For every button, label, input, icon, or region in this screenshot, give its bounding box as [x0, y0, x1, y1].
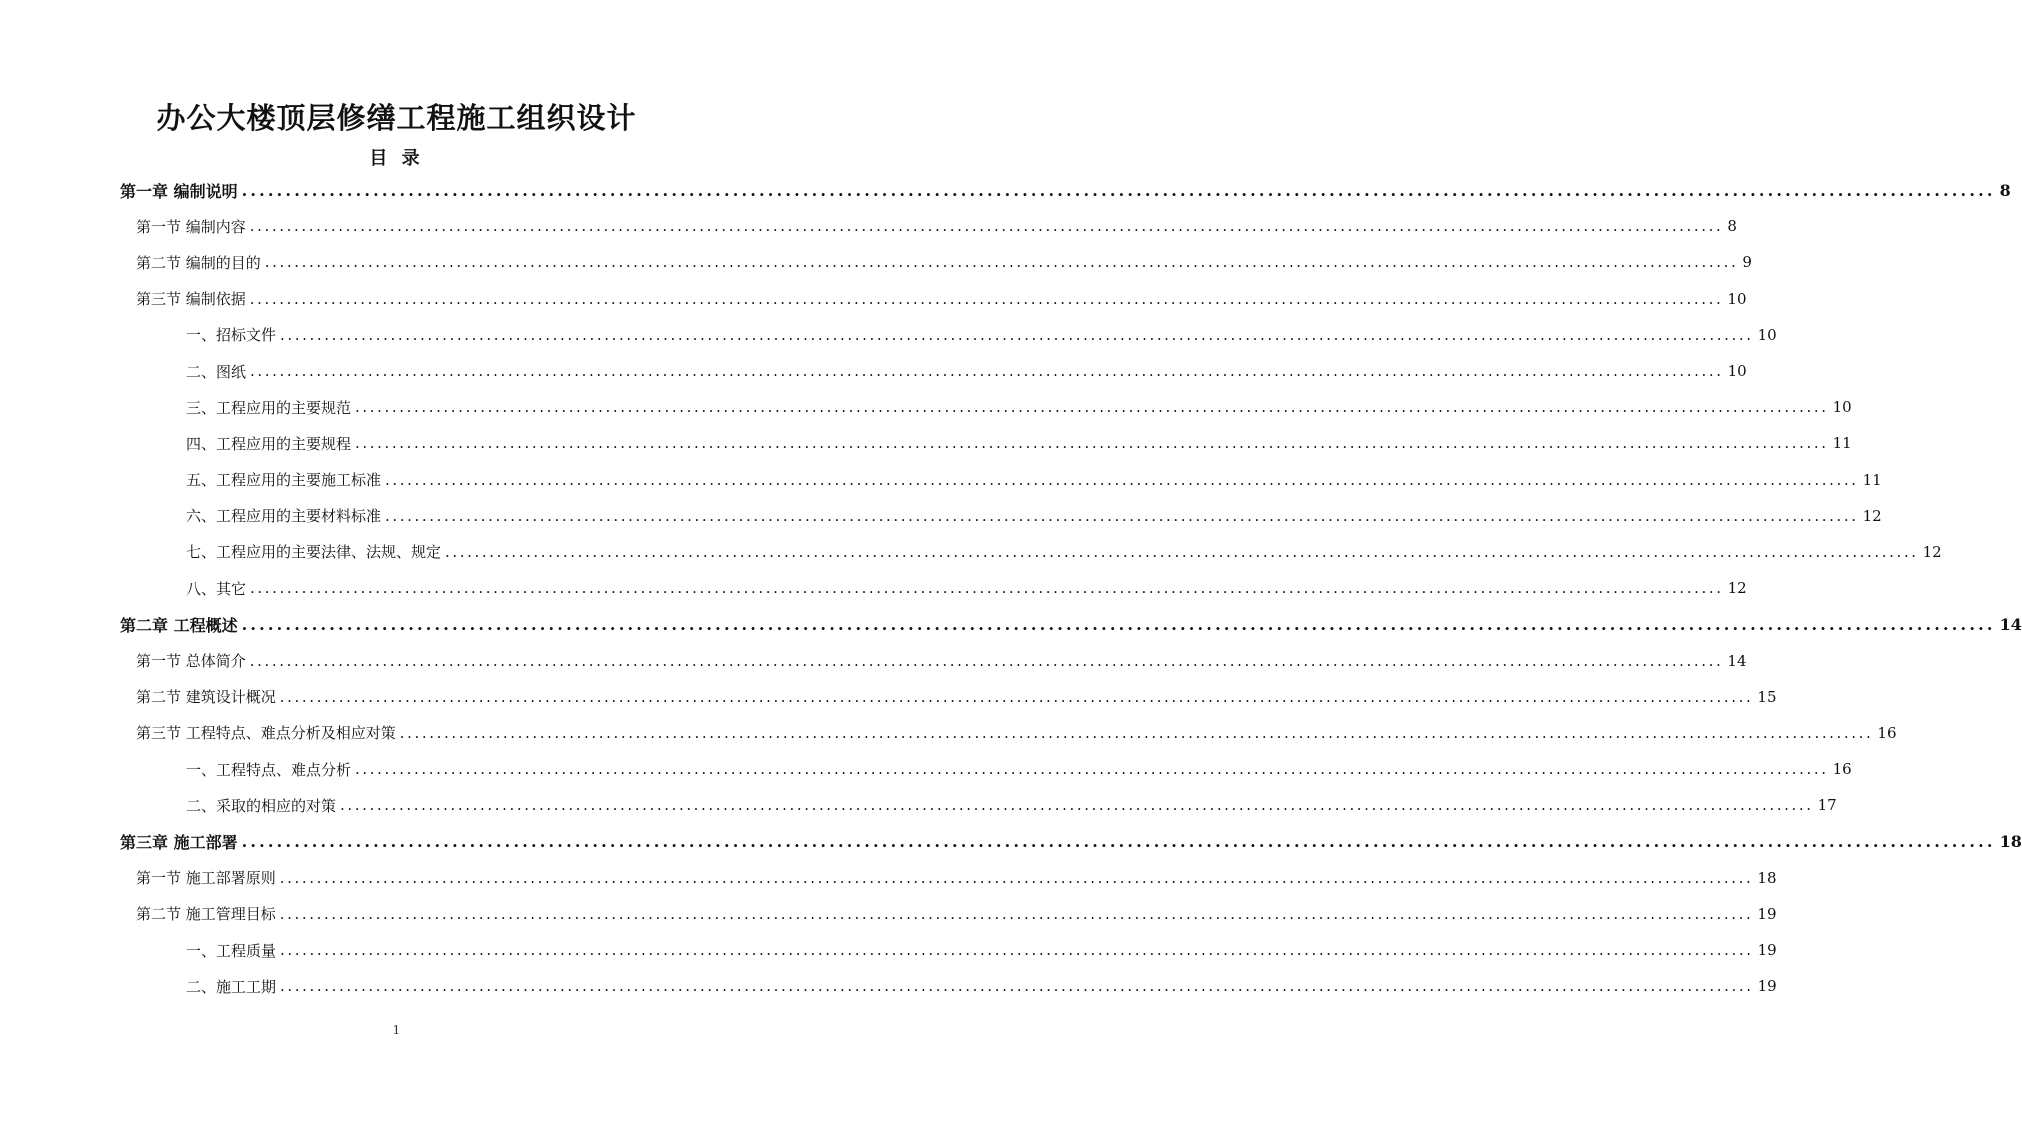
- toc-entry-label: 八、其它: [186, 579, 247, 598]
- toc-entry-label: 七、工程应用的主要法律、法规、规定: [186, 543, 442, 562]
- toc-entry-label: 五、工程应用的主要施工标准: [186, 471, 382, 490]
- toc-entry-label: 一、招标文件: [186, 326, 277, 345]
- toc-entry-label: 第一节 总体简介: [136, 652, 246, 671]
- toc-entry-label: 一、工程特点、难点分析: [186, 760, 352, 779]
- toc-leader: ........................................................................................................................................................................................................: [249, 217, 1724, 236]
- toc-entry-label: 四、工程应用的主要规程: [186, 434, 352, 453]
- toc-entry[interactable]: [0, 389, 1852, 425]
- toc-page-number: 16: [1877, 723, 1897, 742]
- toc-page-number: 11: [1862, 470, 1882, 489]
- toc-page-number: 19: [1757, 941, 1777, 960]
- toc-page-number: 18: [1999, 831, 2022, 851]
- toc-entry[interactable]: [0, 570, 1747, 606]
- toc-leader: ........................................................................................................................................................................................................: [250, 362, 1724, 381]
- toc-entry[interactable]: [0, 281, 1747, 317]
- toc-leader: ........................................................................................................................................................................................................: [340, 796, 1814, 815]
- toc-page-number: 10: [1832, 398, 1852, 417]
- toc-entry[interactable]: [0, 425, 1852, 461]
- toc-page-number: 11: [1832, 434, 1852, 453]
- toc-leader: ........................................................................................................................................................................................................: [399, 723, 1874, 742]
- toc-leader: ........................................................................................................................................................................................................: [355, 434, 1829, 453]
- toc-page-number: 9: [1742, 253, 1752, 272]
- toc-leader: ........................................................................................................................................................................................................: [249, 651, 1724, 670]
- toc-entry-label: 六、工程应用的主要材料标准: [186, 507, 382, 526]
- toc-entry[interactable]: [0, 498, 1882, 534]
- toc-entry-label: 二、采取的相应的对策: [186, 796, 337, 815]
- toc-page-number: 14: [1999, 614, 2022, 634]
- toc-entry[interactable]: [0, 968, 1777, 1004]
- toc-leader: ........................................................................................................................................................................................................: [241, 614, 1996, 634]
- toc-entry[interactable]: [0, 208, 1737, 244]
- toc-leader: ........................................................................................................................................................................................................: [241, 831, 1996, 851]
- toc-page-number: 12: [1922, 542, 1942, 561]
- toc-entry-label: 第三章 施工部署: [120, 832, 238, 852]
- table-of-contents: [0, 172, 2022, 1004]
- toc-heading: 目 录: [369, 148, 424, 169]
- toc-leader: ........................................................................................................................................................................................................: [264, 253, 1739, 272]
- toc-entry[interactable]: [0, 860, 1777, 896]
- toc-page-number: 17: [1817, 796, 1837, 815]
- toc-page-number: 10: [1727, 289, 1747, 308]
- document-title: 办公大楼顶层修缮工程施工组织设计: [156, 101, 637, 135]
- toc-page-number: 19: [1757, 977, 1777, 996]
- toc-page-number: 12: [1727, 579, 1747, 598]
- toc-leader: ........................................................................................................................................................................................................: [279, 904, 1754, 923]
- toc-entry[interactable]: [0, 642, 1747, 678]
- toc-page-number: 14: [1727, 651, 1747, 670]
- toc-entry[interactable]: [0, 353, 1747, 389]
- toc-entry-label: 二、施工工期: [186, 977, 277, 996]
- toc-entry-label: 第三节 编制依据: [136, 290, 246, 309]
- toc-entry-label: 一、工程质量: [186, 941, 277, 960]
- toc-leader: ........................................................................................................................................................................................................: [385, 470, 1859, 489]
- toc-entry[interactable]: [0, 244, 1752, 280]
- toc-leader: ........................................................................................................................................................................................................: [249, 289, 1724, 308]
- toc-entry[interactable]: [0, 679, 1777, 715]
- toc-entry-label: 二、图纸: [186, 362, 247, 381]
- toc-entry-label: 第二节 建筑设计概况: [136, 688, 276, 707]
- toc-leader: ........................................................................................................................................................................................................: [355, 398, 1829, 417]
- toc-leader: ........................................................................................................................................................................................................: [355, 760, 1829, 779]
- toc-entry[interactable]: [0, 462, 1882, 498]
- toc-entry-label: 第二节 编制的目的: [136, 253, 261, 272]
- toc-entry-label: 三、工程应用的主要规范: [186, 398, 352, 417]
- toc-entry[interactable]: [0, 172, 2011, 208]
- toc-leader: ........................................................................................................................................................................................................: [280, 941, 1754, 960]
- toc-entry[interactable]: [0, 317, 1777, 353]
- toc-entry[interactable]: [0, 787, 1837, 823]
- toc-leader: ........................................................................................................................................................................................................: [279, 868, 1754, 887]
- toc-entry-label: 第二章 工程概述: [120, 615, 238, 635]
- toc-leader: ........................................................................................................................................................................................................: [241, 180, 1996, 200]
- toc-entry[interactable]: [0, 932, 1777, 968]
- toc-page-number: 10: [1727, 362, 1747, 381]
- toc-entry[interactable]: [0, 534, 1942, 570]
- toc-entry-label: 第一节 编制内容: [136, 217, 246, 236]
- toc-entry[interactable]: [0, 715, 1897, 751]
- toc-leader: ........................................................................................................................................................................................................: [280, 325, 1754, 344]
- toc-entry-label: 第二节 施工管理目标: [136, 905, 276, 924]
- toc-page-number: 15: [1757, 687, 1777, 706]
- toc-entry-label: 第三节 工程特点、难点分析及相应对策: [136, 724, 396, 743]
- toc-page-number: 12: [1862, 506, 1882, 525]
- toc-leader: ........................................................................................................................................................................................................: [279, 687, 1754, 706]
- toc-entry[interactable]: [0, 751, 1852, 787]
- page-number: 1: [392, 1023, 401, 1037]
- toc-leader: ........................................................................................................................................................................................................: [445, 542, 1919, 561]
- toc-entry[interactable]: [0, 606, 2022, 642]
- toc-page-number: 16: [1832, 760, 1852, 779]
- toc-page-number: 8: [1727, 217, 1737, 236]
- toc-leader: ........................................................................................................................................................................................................: [280, 977, 1754, 996]
- toc-entry[interactable]: [0, 896, 1777, 932]
- toc-page-number: 19: [1757, 904, 1777, 923]
- toc-entry-label: 第一节 施工部署原则: [136, 869, 276, 888]
- toc-leader: ........................................................................................................................................................................................................: [250, 579, 1724, 598]
- toc-page-number: 8: [1999, 180, 2011, 200]
- toc-page-number: 18: [1757, 868, 1777, 887]
- toc-entry[interactable]: [0, 823, 2022, 859]
- toc-entry-label: 第一章 编制说明: [120, 181, 238, 201]
- toc-page-number: 10: [1757, 325, 1777, 344]
- toc-leader: ........................................................................................................................................................................................................: [385, 506, 1859, 525]
